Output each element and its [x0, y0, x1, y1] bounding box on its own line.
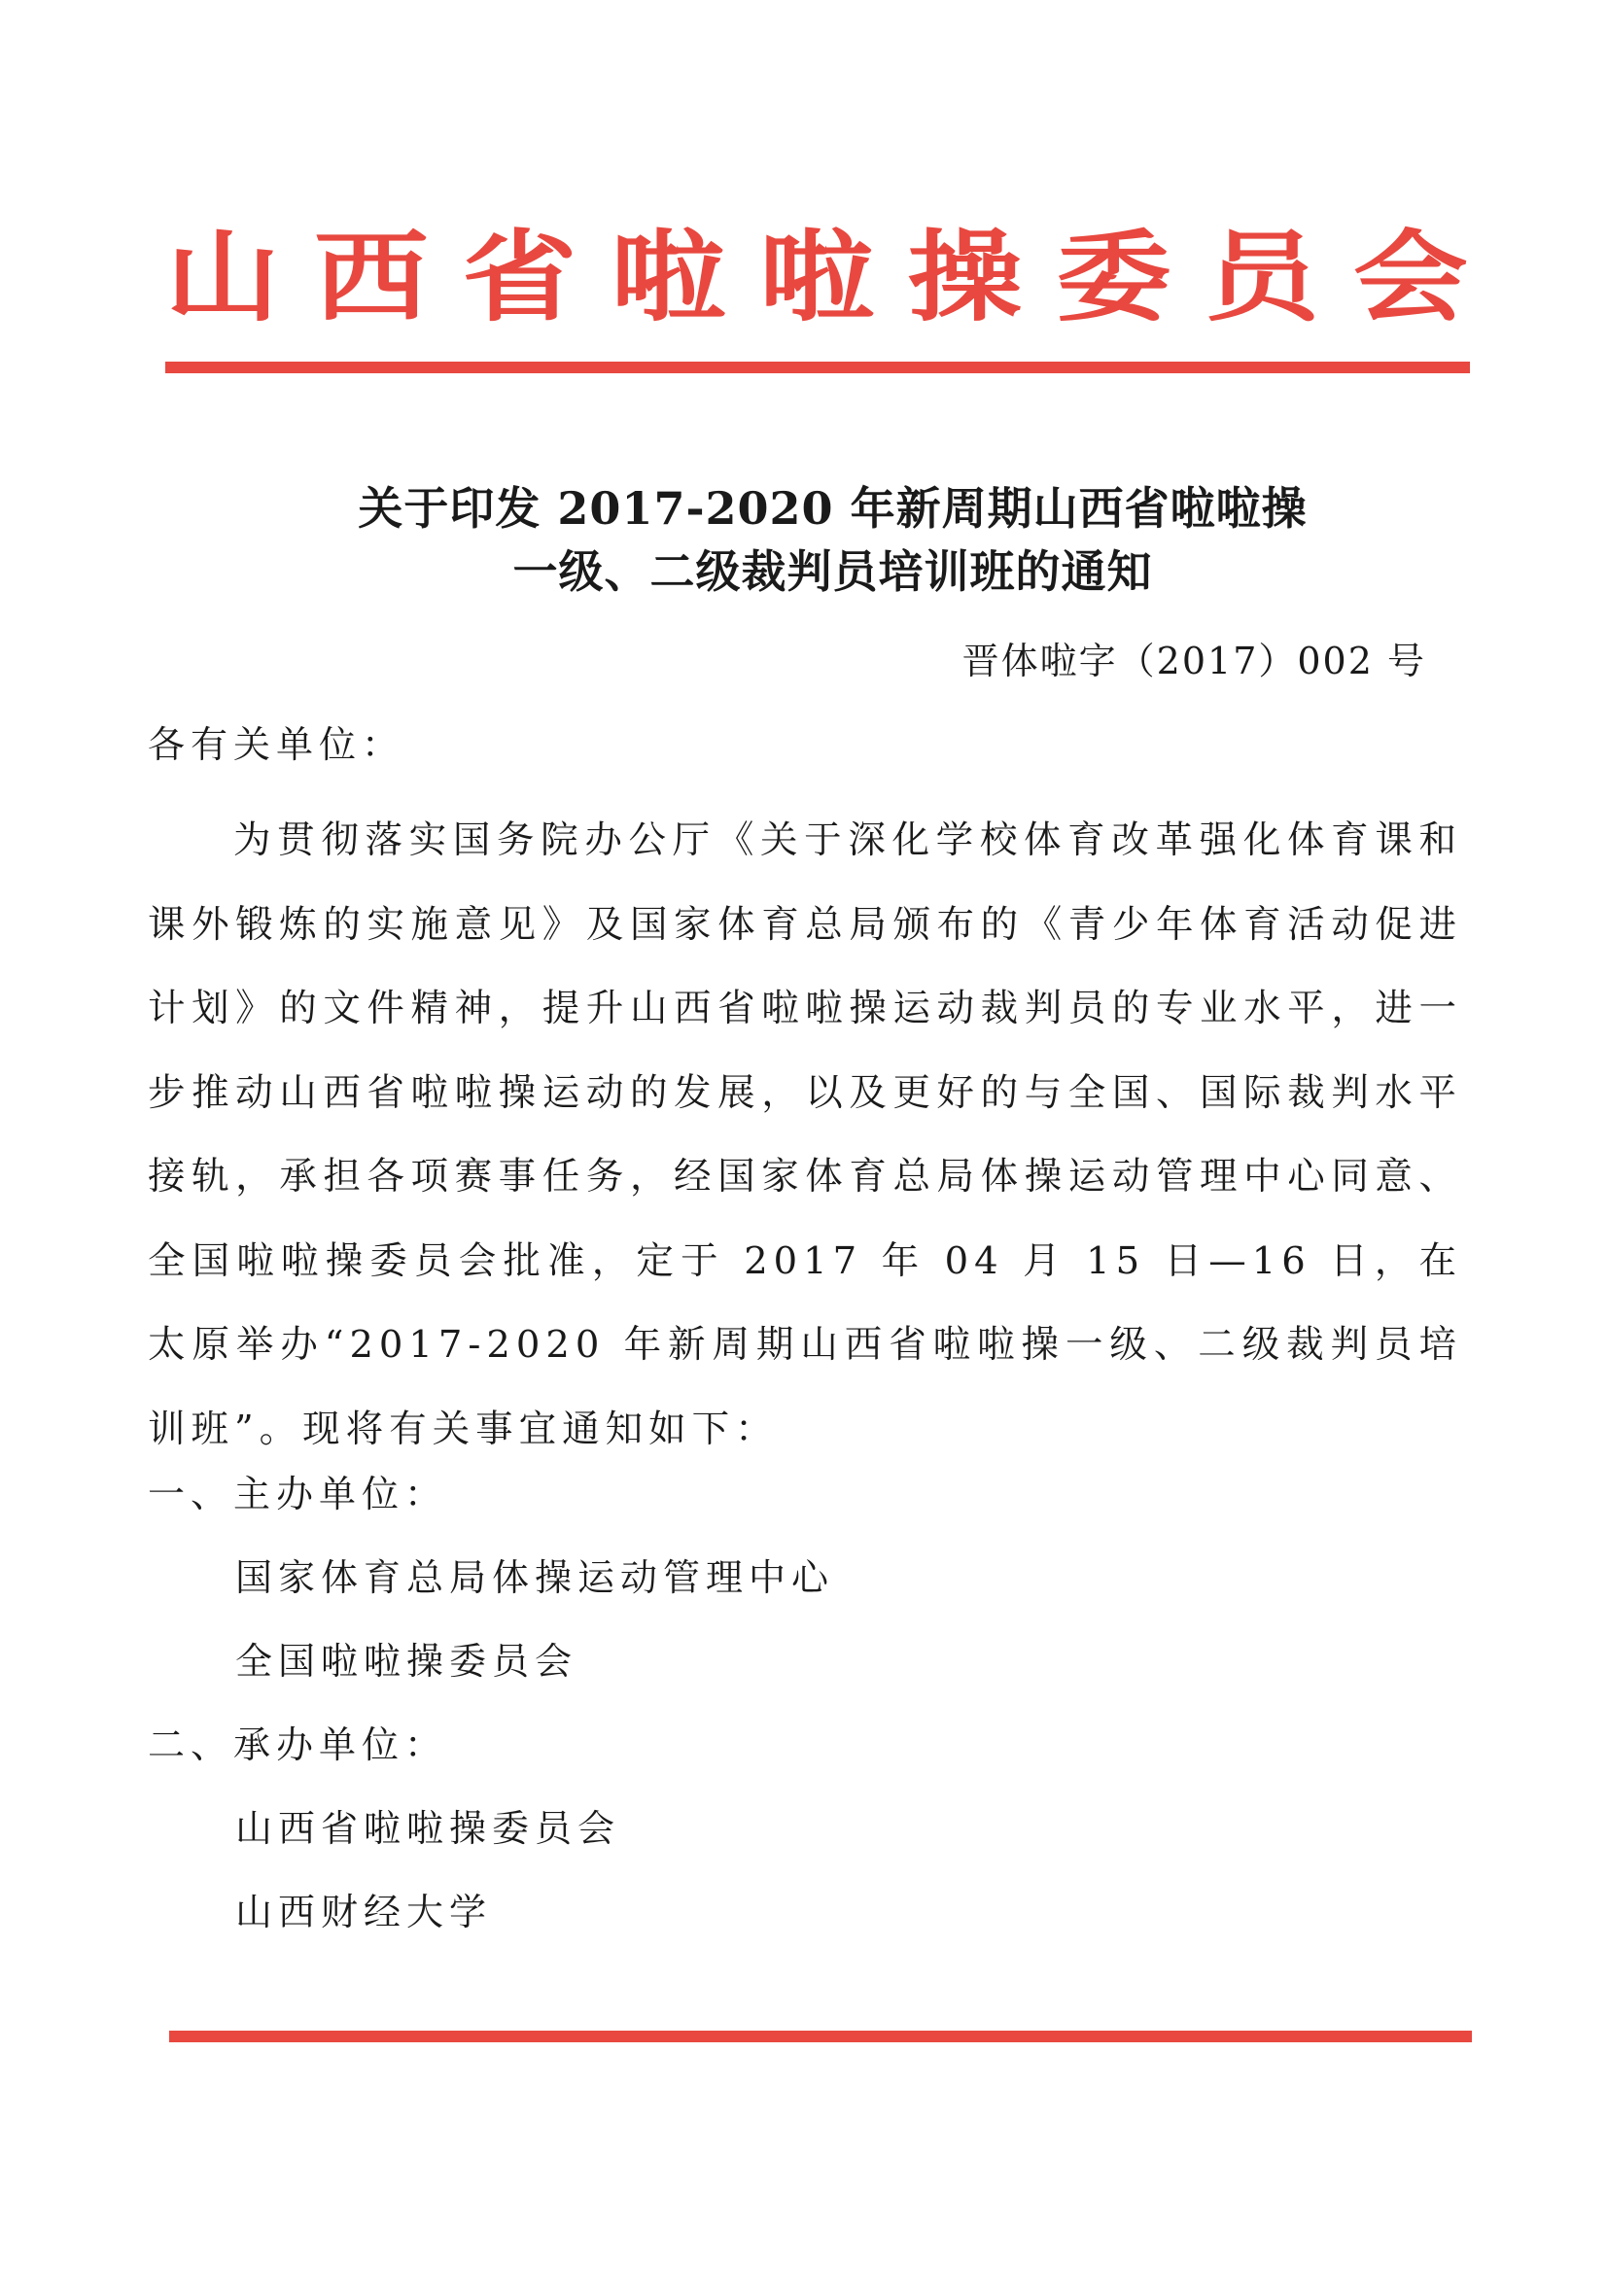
document-title-line-2: 一级、二级裁判员培训班的通知: [512, 545, 1153, 598]
letterhead-char: 操: [907, 219, 1023, 335]
host-item: 山西财经大学: [235, 1891, 493, 1933]
document-number: 晋体啦字（2017）002 号: [961, 640, 1426, 682]
letterhead-char: 啦: [611, 219, 726, 335]
body-paragraph: 为贯彻落实国务院办公厅《关于深化学校体育改革强化体育课和课外锻炼的实施意见》及国家体育总局颁布的《青少年体育活动促进计划》的文件精神，提升山西省啦啦操运动裁判员的专业水平，进一步推动山西省啦啦操运动的发展，以及更好的与全国、国际裁判水平接轨，承担各项赛事任务，经国家体育总局体操运动管理中心同意、全国啦啦操委员会批准，定于 2017 年 04 月 15 日—16 日，在太原举办“2017-2020 年新周期山西省啦啦操一级、二级裁判员培训班”。现将有关事宜通知如下：: [148, 818, 1462, 1451]
footer-divider: [169, 2031, 1472, 2042]
letterhead-char: 员: [1205, 219, 1320, 335]
letterhead-char: 山: [165, 219, 281, 335]
host-item: 山西省啦啦操委员会: [235, 1807, 621, 1850]
letterhead-divider: [165, 362, 1470, 373]
organizer-item: 国家体育总局体操运动管理中心: [235, 1556, 835, 1599]
letterhead-char: 啦: [758, 219, 874, 335]
letterhead-char: 省: [462, 219, 577, 335]
section-heading-organizer: 一、主办单位：: [148, 1473, 448, 1515]
letterhead-char: 会: [1352, 219, 1468, 335]
letterhead-org-name: [165, 199, 1468, 355]
letterhead-char: 西: [313, 219, 429, 335]
document-title-line-1: 关于印发 2017-2020 年新周期山西省啦啦操: [358, 482, 1308, 535]
salutation: 各有关单位：: [148, 723, 405, 766]
organizer-item: 全国啦啦操委员会: [235, 1640, 578, 1683]
letterhead-char: 委: [1056, 219, 1171, 335]
section-heading-host: 二、承办单位：: [148, 1723, 448, 1766]
